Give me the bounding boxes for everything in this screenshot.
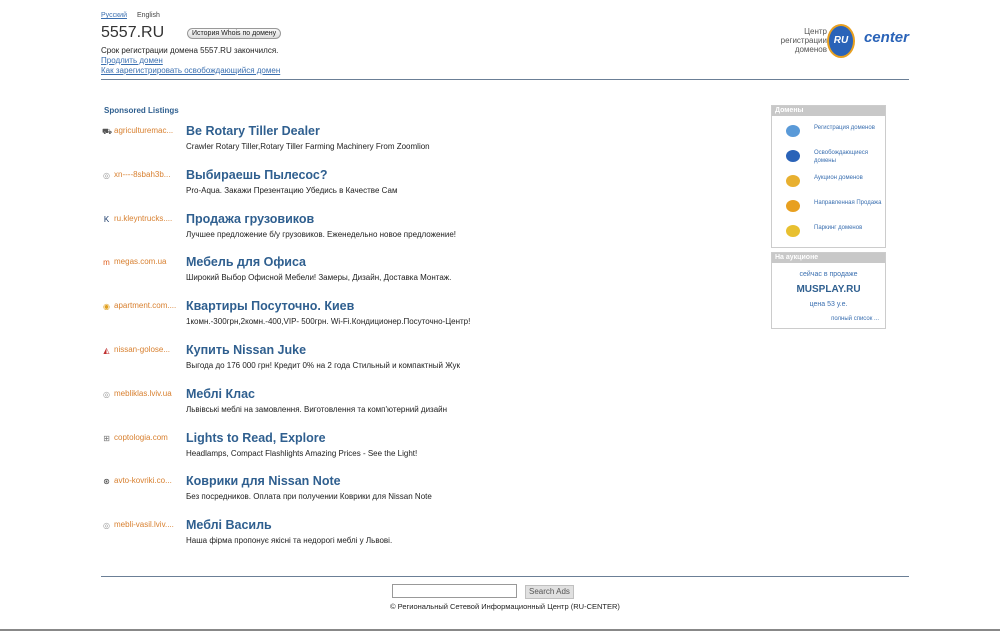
- listing-site[interactable]: apartment.com....: [114, 301, 177, 311]
- globe-icon: [786, 125, 800, 137]
- listing-site[interactable]: coptologia.com: [114, 432, 168, 442]
- globe-icon: ◎: [103, 170, 110, 180]
- language-switcher: [101, 12, 160, 19]
- listing-title[interactable]: Купить Nissan Juke: [186, 343, 307, 357]
- logo-line3: доменов: [794, 45, 827, 54]
- listing-title[interactable]: Be Rotary Tiller Dealer: [186, 124, 320, 138]
- whois-history-button[interactable]: История Whois по домену: [187, 28, 281, 39]
- parking-icon: [786, 225, 800, 237]
- search-ads-input[interactable]: [392, 584, 517, 598]
- listing-description: Лучшее предложение б/у грузовиков. Еженедельно новое предложение!: [186, 229, 456, 239]
- auction-on-sale-label: сейчас в продаже: [799, 271, 858, 278]
- wheel-icon: ⊛: [103, 477, 110, 487]
- grid-logo-icon: ⊞: [103, 433, 110, 443]
- circle-logo-icon: ◉: [103, 302, 110, 312]
- listing-title[interactable]: Меблі Василь: [186, 518, 272, 533]
- domains-box-item[interactable]: [772, 119, 885, 144]
- listing-title[interactable]: Коврики для Nissan Note: [186, 474, 341, 489]
- listing-description: Headlamps, Compact Flashlights Amazing Prices - See the Light!: [186, 448, 418, 458]
- logo-text: [781, 27, 827, 54]
- listing-site[interactable]: ru.kleyntrucks....: [114, 213, 173, 223]
- domains-box-item-label[interactable]: Паркинг доменов: [814, 225, 863, 231]
- globe-icon: ◎: [103, 521, 110, 531]
- listing-site[interactable]: agriculturemac...: [114, 126, 174, 135]
- listing-item[interactable]: [101, 255, 741, 297]
- k-logo-icon: K: [103, 214, 110, 224]
- domain-title: 5557.RU: [101, 24, 165, 41]
- wings-icon: [786, 150, 800, 162]
- sponsored-title: Sponsored Listings: [104, 106, 179, 115]
- auction-full-list-link[interactable]: полный список ...: [831, 316, 879, 322]
- logo-circle-icon: RU: [827, 24, 855, 58]
- globe-icon: ◎: [103, 389, 110, 399]
- listing-title[interactable]: Продажа грузовиков: [186, 211, 315, 226]
- domains-box-item[interactable]: [772, 169, 885, 194]
- listing-title[interactable]: Lights to Read, Explore: [186, 430, 326, 445]
- listing-item[interactable]: [101, 212, 741, 254]
- listing-title[interactable]: Выбираешь Пылесос?: [186, 167, 328, 182]
- listing-description: Без посредников. Оплата при получении Коврики для Nissan Note: [186, 492, 432, 502]
- auction-box-title: На аукционе: [772, 253, 885, 263]
- domains-list: [772, 116, 885, 247]
- listing-description: Наша фірма пропонує якісні та недорогі меблі у Львові.: [186, 536, 393, 546]
- auction-price: цена 53 у.е.: [809, 301, 848, 308]
- listing-title[interactable]: Квартиры Посуточно. Киев: [186, 299, 355, 314]
- listing-site[interactable]: megas.com.ua: [114, 257, 167, 267]
- domains-box-item[interactable]: [772, 194, 885, 219]
- domains-box-title: Домены: [772, 106, 885, 116]
- logo-line1: Центр: [804, 27, 827, 36]
- lang-en-label: English: [136, 12, 160, 19]
- listing-item[interactable]: [101, 387, 741, 429]
- domains-box-item-label[interactable]: Аукцион доменов: [814, 175, 863, 181]
- listing-description: Crawler Rotary Tiller,Rotary Tiller Farming Machinery From Zoomlion: [186, 142, 430, 151]
- listing-site[interactable]: xn----8sbah3b...: [114, 169, 171, 179]
- expired-notice: Срок регистрации домена 5557.RU закончился.: [101, 46, 279, 55]
- listing-item[interactable]: [101, 299, 741, 341]
- listing-title[interactable]: Меблі Клас: [186, 386, 255, 401]
- renew-domain-link[interactable]: Продлить домен: [101, 56, 163, 65]
- logo-line2: регистрации: [780, 36, 827, 45]
- ru-center-logo[interactable]: [769, 24, 909, 58]
- domains-box-item[interactable]: [772, 144, 885, 169]
- listing-item[interactable]: [101, 124, 741, 166]
- domains-box-item-label[interactable]: Направленная Продажа: [814, 200, 882, 206]
- domains-box: [771, 105, 886, 248]
- listing-title[interactable]: Мебель для Офиса: [186, 255, 307, 270]
- listing-description: Pro-Aqua. Закажи Презентацию Убедись в Качестве Сам: [186, 185, 398, 195]
- listing-item[interactable]: [101, 474, 741, 516]
- m-logo-icon: m: [103, 258, 110, 268]
- logo-brand: center: [863, 29, 909, 46]
- listing-item[interactable]: [101, 431, 741, 473]
- auction-box: [771, 252, 886, 329]
- listing-description: Львівські меблі на замовлення. Виготовлення та комп'ютерний дизайн: [186, 404, 448, 414]
- domains-box-item-label[interactable]: Регистрация доменов: [814, 125, 875, 131]
- footer-divider: [101, 576, 909, 577]
- coin-icon: [786, 175, 800, 187]
- listing-site[interactable]: mebli-vasil.lviv....: [114, 520, 174, 530]
- search-ads-button[interactable]: Search Ads: [525, 585, 574, 599]
- header-divider: [101, 79, 909, 80]
- listing-item[interactable]: [101, 343, 741, 385]
- listing-description: Широкий Выбор Офисной Мебели! Замеры, Дизайн, Доставка Монтаж.: [186, 273, 452, 283]
- listing-site[interactable]: avto-kovriki.co...: [114, 476, 172, 486]
- nissan-icon: ◭: [103, 346, 110, 355]
- copyright: © Региональный Сетевой Информационный Центр (RU-CENTER): [390, 602, 620, 611]
- auction-domain-link[interactable]: MUSPLAY.RU: [796, 284, 861, 295]
- domains-box-item-label[interactable]: Освобождающиеся домены: [814, 150, 869, 164]
- register-released-link[interactable]: Как зарегистрировать освобождающийся домен: [101, 66, 281, 75]
- listing-description: Выгода до 176 000 грн! Кредит 0% на 2 года Стильный и компактный Жук: [186, 361, 460, 370]
- arrows-icon: [786, 200, 800, 212]
- tractor-icon: ⛟: [102, 127, 113, 136]
- lang-ru-link[interactable]: Русский: [101, 12, 127, 19]
- listing-description: 1комн.-300грн,2комн.-400,VIP- 500грн. Wi-Fi.Кондиционер.Посуточно-Центр!: [186, 317, 471, 327]
- domains-box-item[interactable]: [772, 219, 885, 244]
- listing-site[interactable]: nissan-golose...: [114, 345, 171, 354]
- listing-site[interactable]: mebliklas.lviv.ua: [114, 388, 172, 398]
- listing-item[interactable]: [101, 518, 741, 560]
- listing-item[interactable]: [101, 168, 741, 210]
